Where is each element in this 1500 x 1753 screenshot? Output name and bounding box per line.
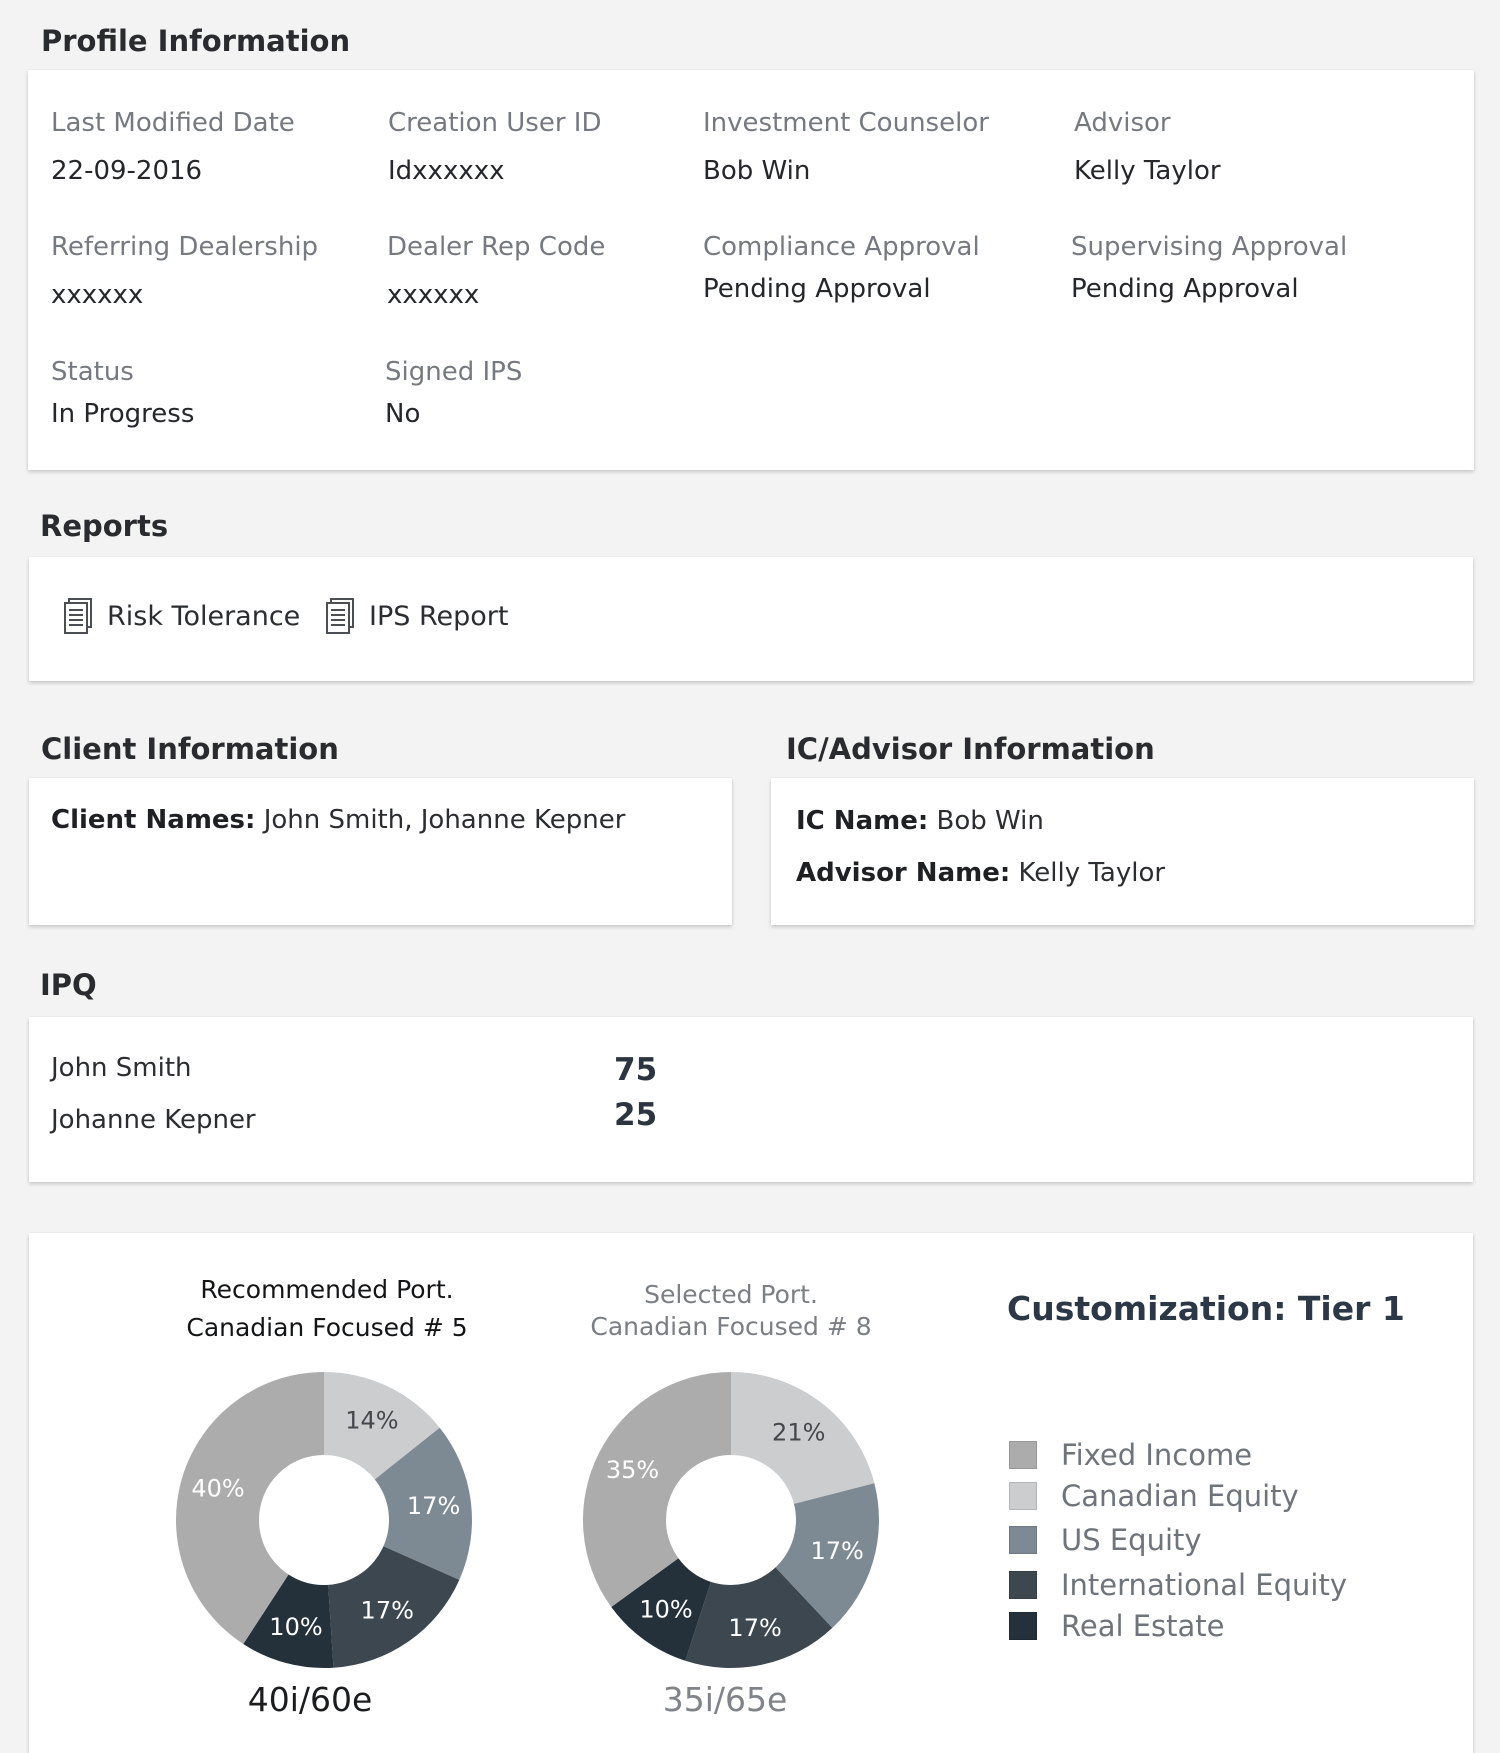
- legend-item-real-estate: [1009, 1609, 1225, 1643]
- slice-value-label: 14%: [345, 1406, 399, 1435]
- legend-label: International Equity: [1061, 1568, 1348, 1602]
- field-referring-dealership: [51, 232, 318, 310]
- reports-section-title: Reports: [40, 509, 169, 543]
- ipq-client-name: John Smith: [51, 1053, 192, 1083]
- field-value: Pending Approval: [703, 274, 931, 304]
- legend-item-us-equity: [1009, 1523, 1202, 1557]
- chart-subtitle-line: Canadian Focused # 8: [590, 1312, 872, 1341]
- chart-title-line: Recommended Port.: [200, 1275, 454, 1304]
- field-value: Bob Win: [703, 156, 811, 186]
- selected-portfolio-donut: [571, 1360, 891, 1680]
- field-value: xxxxxx: [51, 280, 144, 310]
- field-label: Investment Counselor: [703, 108, 989, 138]
- ipq-card: [29, 1017, 1473, 1182]
- advisor-name-value: Kelly Taylor: [1018, 858, 1166, 888]
- slice-value-label: 21%: [772, 1418, 826, 1447]
- field-label: Referring Dealership: [51, 232, 319, 262]
- profile-card: [28, 70, 1474, 470]
- field-label: Supervising Approval: [1071, 232, 1348, 262]
- field-label: Status: [51, 357, 134, 387]
- chart-subtitle-line: Canadian Focused # 5: [186, 1313, 468, 1342]
- slice-value-label: 10%: [269, 1612, 323, 1641]
- slice-value-label: 17%: [728, 1613, 782, 1642]
- donut-slice-fixed-income: [583, 1372, 731, 1607]
- slice-value-label: 17%: [810, 1536, 864, 1565]
- recommended-portfolio-donut: [164, 1360, 484, 1680]
- legend-item-fixed-income: [1009, 1438, 1252, 1472]
- ips-report-link[interactable]: [325, 597, 508, 635]
- field-label: Compliance Approval: [703, 232, 980, 262]
- legend-label: US Equity: [1061, 1523, 1202, 1557]
- field-value: xxxxxx: [387, 280, 480, 310]
- field-label: Creation User ID: [388, 108, 602, 138]
- field-label: Advisor: [1074, 108, 1171, 138]
- report-link-label: Risk Tolerance: [107, 600, 301, 632]
- field-value: Pending Approval: [1071, 274, 1299, 304]
- risk-tolerance-report-link[interactable]: [63, 597, 300, 635]
- field-label: Last Modified Date: [51, 108, 295, 138]
- legend-label: Canadian Equity: [1061, 1479, 1299, 1513]
- slice-value-label: 35%: [605, 1455, 660, 1484]
- legend-item-international-equity: [1009, 1568, 1347, 1602]
- slice-value-label: 17%: [360, 1596, 414, 1625]
- ipq-score: 75: [614, 1052, 658, 1088]
- portfolio-card: [29, 1233, 1473, 1753]
- field-value: No: [385, 399, 421, 429]
- client-names-value: John Smith, Johanne Kepner: [263, 805, 626, 835]
- customization-tier-title: Customization: Tier 1: [1007, 1289, 1405, 1328]
- slice-value-label: 17%: [406, 1491, 461, 1520]
- field-creation-user-id: [388, 108, 601, 186]
- field-investment-counselor: [703, 108, 989, 186]
- recommended-portfolio-title: [157, 1271, 497, 1347]
- advisor-name-label: Advisor Name:: [796, 858, 1011, 888]
- field-last-modified-date: [51, 108, 295, 186]
- ic-name-label: IC Name:: [796, 806, 929, 836]
- ipq-client-name: Johanne Kepner: [51, 1105, 256, 1135]
- field-label: Dealer Rep Code: [387, 232, 606, 262]
- profile-section-title: Profile Information: [41, 24, 351, 58]
- ic-name-value: Bob Win: [936, 806, 1044, 836]
- advisor-name-line: [796, 858, 1165, 888]
- legend-swatch: [1009, 1526, 1037, 1554]
- slice-value-label: 10%: [639, 1595, 693, 1624]
- legend-item-canadian-equity: [1009, 1479, 1299, 1513]
- field-status: [51, 357, 194, 429]
- chart-title-line: Selected Port.: [644, 1280, 818, 1309]
- field-dealer-rep-code: [387, 232, 605, 310]
- ipq-section-title: IPQ: [40, 968, 97, 1002]
- report-link-label: IPS Report: [369, 600, 509, 632]
- field-value: Idxxxxxx: [388, 156, 505, 186]
- advisor-card: [771, 778, 1474, 925]
- field-advisor: [1074, 108, 1221, 186]
- recommended-portfolio-ratio: 40i/60e: [247, 1680, 373, 1719]
- field-value: 22-09-2016: [51, 156, 203, 186]
- slice-value-label: 40%: [191, 1474, 245, 1503]
- selected-portfolio-title: [561, 1279, 901, 1343]
- reports-card: [29, 557, 1473, 681]
- client-names-line: [51, 805, 625, 835]
- selected-portfolio-ratio: 35i/65e: [662, 1680, 788, 1719]
- document-icon: [63, 597, 95, 635]
- document-icon: [325, 597, 357, 635]
- legend-swatch: [1009, 1612, 1037, 1640]
- advisor-section-title: IC/Advisor Information: [786, 732, 1155, 766]
- field-value: Kelly Taylor: [1074, 156, 1221, 186]
- legend-label: Fixed Income: [1061, 1438, 1253, 1472]
- ipq-score: 25: [614, 1097, 658, 1133]
- field-signed-ips: [385, 357, 522, 429]
- client-names-label: Client Names:: [51, 805, 256, 835]
- ic-name-line: [796, 806, 1044, 836]
- client-section-title: Client Information: [41, 732, 339, 766]
- legend-label: Real Estate: [1061, 1609, 1225, 1643]
- legend-swatch: [1009, 1571, 1037, 1599]
- client-card: [29, 778, 732, 925]
- field-label: Signed IPS: [385, 357, 523, 387]
- field-supervising-approval: [1071, 232, 1347, 304]
- field-value: In Progress: [51, 399, 195, 429]
- legend-swatch: [1009, 1441, 1037, 1469]
- legend-swatch: [1009, 1482, 1037, 1510]
- field-compliance-approval: [703, 232, 980, 304]
